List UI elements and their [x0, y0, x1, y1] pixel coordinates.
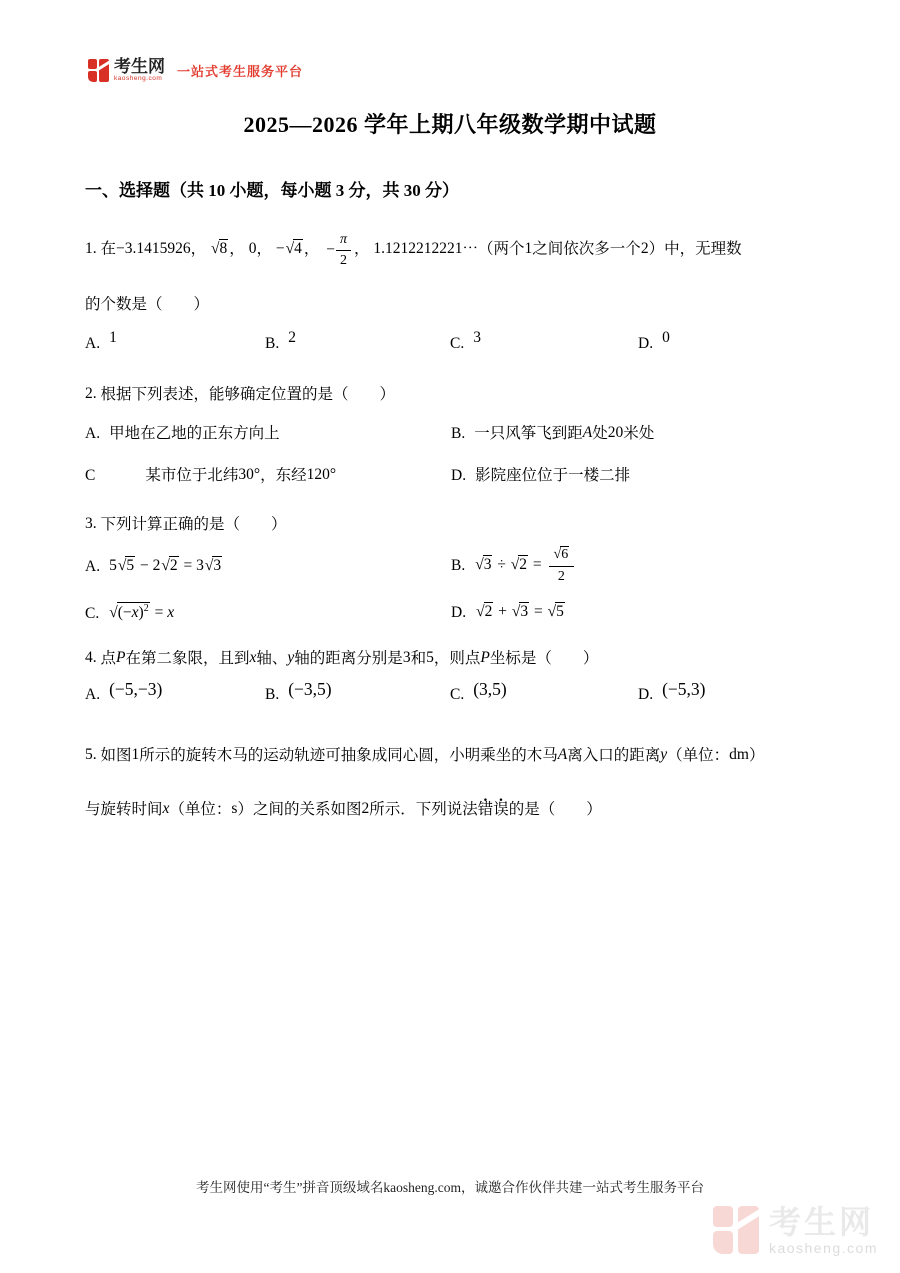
math-segment: 2 — [640, 239, 649, 257]
math-segment: 3. — [85, 515, 101, 533]
math-segment: 1. — [85, 239, 101, 257]
question-4 — [85, 647, 815, 704]
math-segment: s — [231, 800, 238, 818]
math-segment: 2 — [361, 800, 370, 818]
text-segment: 坐标是（ ） — [489, 650, 599, 668]
question-3-option-c: C. $√(-x)^2 = x$ — [85, 603, 175, 623]
emphasized-text: 错误 — [477, 801, 509, 819]
question-2-option-b: B. 一只风筝飞到距A处20米处 — [451, 424, 655, 443]
math-segment: 1.1212212221⋯ — [373, 239, 479, 257]
sqrt-expression: $√(-x)^2$ — [109, 603, 149, 622]
watermark-domain: kaosheng.com — [768, 1239, 878, 1256]
sqrt-expression: √6 — [553, 547, 569, 563]
question-2-option-d: D. 影院座位位于一楼二排 — [451, 467, 631, 485]
question-1-option-a: A. 1 — [85, 329, 117, 353]
sqrt-expression: √3 — [204, 556, 222, 574]
question-5 — [85, 744, 815, 822]
question-1-text — [85, 231, 815, 269]
text-segment: 和 — [410, 650, 427, 668]
text-segment: ， — [229, 240, 249, 258]
question-4-options — [85, 679, 815, 704]
math-segment: 2. — [85, 385, 101, 403]
text-segment: （单位： — [667, 747, 730, 765]
sqrt-expression: √3 — [475, 555, 492, 573]
site-header — [88, 58, 303, 83]
text-segment: 某市位于北纬 — [145, 467, 239, 485]
math-segment: 0 — [248, 239, 257, 257]
math-segment: (− — [117, 604, 132, 622]
question-1-option-d: D. 0 — [638, 329, 670, 353]
question-3 — [85, 513, 815, 623]
math-segment: 1 — [524, 239, 533, 257]
question-4-text — [85, 647, 815, 671]
watermark — [713, 1204, 878, 1256]
sqrt-expression: √4 — [285, 239, 302, 257]
text-segment: 影院座位位于一楼二排 — [475, 467, 631, 485]
question-5-text-cont — [85, 798, 815, 822]
math-segment: 5 — [426, 649, 434, 667]
text-segment: 轴的距离分别是 — [294, 650, 403, 668]
question-1-option-b: B. 2 — [265, 329, 296, 353]
math-variable: x — [249, 649, 257, 667]
text-segment: 轴、 — [256, 650, 288, 668]
math-segment: 20 — [607, 424, 624, 442]
text-segment: 离入口的距离 — [567, 747, 661, 765]
math-segment: 2 — [339, 252, 347, 268]
text-segment: ，东经 — [260, 467, 307, 485]
math-variable: x — [131, 604, 139, 622]
page-title: 2025—2026 学年上期八年级数学期中试题 — [243, 112, 657, 137]
kaosheng-logo-icon — [88, 59, 109, 82]
fraction: − $\frac{\pi}{2}$ — [326, 231, 351, 269]
text-segment: 甲地在乙地的正东方向上 — [109, 425, 280, 443]
question-3-option-b: B. √3 ÷ √2 = $\frac{√6}{2}$ — [451, 547, 815, 585]
math-segment: (−5,−3) — [109, 679, 163, 700]
math-segment: 2 — [557, 568, 565, 584]
question-3-option-a: A. 5√5 − 2√2 = 3√3 — [85, 556, 222, 575]
logo-tagline: 一站式考生服务平台 — [177, 63, 304, 79]
section-heading: 一、选择题（共 10 小题，每小题 3 分，共 30 分） — [85, 181, 459, 200]
text-segment: 在 — [100, 240, 117, 258]
question-2-text — [85, 383, 815, 407]
question-3-options-ab — [85, 547, 815, 585]
math-segment: = — [529, 555, 546, 573]
sqrt-expression: √8 — [211, 239, 228, 257]
text-segment: ） — [748, 747, 765, 765]
kaosheng-watermark-icon — [713, 1204, 761, 1256]
text-segment: 所示的旋转木马的运动轨迹可抽象成同心圆，小明乘坐的木马 — [139, 747, 558, 765]
math-variable: y — [287, 649, 295, 667]
text-segment: ， — [303, 240, 324, 258]
question-3-option-d: D. √2 + √3 = √5 — [451, 603, 564, 622]
question-5-text — [85, 744, 815, 768]
math-variable: P — [116, 649, 126, 667]
math-segment: dm — [729, 746, 749, 764]
text-segment: 点 — [100, 650, 117, 668]
math-segment: = 3 — [179, 556, 204, 574]
question-2-options-ab — [85, 421, 815, 443]
text-segment: 如图 — [100, 747, 132, 765]
math-segment: = — [150, 604, 168, 622]
footer-note: 考生网使用“考生”拼音顶级域名kaosheng.com，诚邀合作伙伴共建一站式考生服务平台 — [195, 1180, 705, 1195]
math-segment: = — [530, 603, 547, 621]
question-4-option-a: A. (−5,−3) — [85, 679, 163, 704]
text-segment: 处 — [592, 425, 608, 443]
math-segment: − — [275, 239, 285, 257]
logo-domain: kaosheng.com — [114, 75, 163, 82]
math-variable: A — [557, 746, 568, 764]
math-segment: 4. — [85, 649, 101, 667]
math-variable: x — [167, 604, 175, 622]
math-segment: + — [494, 603, 511, 621]
logo-name: 考生网 — [114, 57, 165, 76]
sqrt-expression: √2 — [161, 556, 178, 574]
sqrt-expression: √2 — [510, 555, 528, 573]
math-segment: 3 — [473, 329, 481, 347]
text-segment: ，则点 — [433, 650, 481, 668]
question-2-option-c: C 某市位于北纬30°，东经120° — [85, 466, 337, 485]
math-variable: π — [339, 232, 347, 247]
math-segment: 5. — [85, 746, 101, 764]
question-3-text — [85, 513, 815, 537]
text-segment: 之间依次多一个 — [532, 240, 641, 258]
math-segment: (−3,5) — [288, 679, 332, 700]
text-segment: ， — [354, 240, 374, 258]
math-segment: − 2 — [136, 556, 161, 574]
math-variable: x — [162, 800, 170, 818]
text-segment: 的个数是（ ） — [85, 296, 210, 313]
question-2-options-cd — [85, 463, 815, 485]
question-1-text-cont — [85, 293, 815, 317]
text-segment: （单位： — [169, 801, 232, 819]
math-segment: 0 — [662, 329, 670, 347]
question-2-option-a: A. 甲地在乙地的正东方向上 — [85, 425, 280, 443]
kaosheng-logo — [114, 58, 165, 83]
math-variable: P — [480, 649, 490, 667]
text-segment: 一只风筝飞到距 — [474, 425, 583, 443]
sqrt-expression: √5 — [547, 603, 564, 621]
question-2 — [85, 383, 815, 485]
math-segment: (3,5) — [473, 679, 507, 700]
question-4-option-b: B. (−3,5) — [265, 679, 332, 704]
text-segment: ， — [256, 240, 276, 258]
text-segment: （两个 — [478, 240, 525, 258]
question-1-option-c: C. 3 — [450, 329, 481, 353]
math-segment: 120° — [306, 466, 337, 484]
sqrt-expression: √5 — [117, 556, 135, 574]
math-segment: ) — [138, 604, 144, 622]
math-segment: (−5,3) — [662, 679, 706, 700]
math-segment: 1 — [131, 746, 140, 764]
sqrt-expression: √3 — [511, 603, 529, 621]
text-segment: 的是（ ） — [508, 801, 602, 819]
text-segment: 下列计算正确的是（ ） — [100, 516, 287, 534]
exam-content — [85, 108, 815, 822]
text-segment: 在第二象限，且到 — [125, 650, 250, 668]
math-segment: 30° — [238, 466, 261, 484]
math-segment: 2 — [288, 329, 296, 347]
math-variable: A — [582, 424, 593, 442]
math-segment: 1 — [109, 329, 117, 347]
question-4-option-d: D. (−5,3) — [638, 679, 706, 704]
math-segment: 5 — [109, 556, 117, 574]
text-segment: 米处 — [623, 425, 655, 443]
text-segment: ， — [190, 240, 211, 258]
math-segment: 3 — [402, 649, 411, 667]
text-segment: ）之间的关系如图 — [237, 801, 362, 819]
math-segment: −3.1415926 — [116, 239, 191, 257]
text-segment: ）中，无理数 — [648, 240, 742, 258]
question-1 — [85, 231, 815, 353]
math-variable: y — [660, 746, 668, 764]
question-1-options — [85, 329, 815, 353]
question-3-options-cd — [85, 603, 815, 623]
question-4-option-c: C. (3,5) — [450, 679, 507, 704]
text-segment: 所示．下列说法 — [369, 801, 478, 819]
math-segment: ÷ — [493, 555, 510, 573]
fraction — [549, 547, 575, 585]
watermark-name: 考生网 — [768, 1203, 874, 1240]
text-segment: 根据下列表述，能够确定位置的是（ ） — [100, 386, 396, 404]
text-segment: 与旋转时间 — [85, 801, 163, 819]
sqrt-expression: √2 — [476, 603, 493, 621]
